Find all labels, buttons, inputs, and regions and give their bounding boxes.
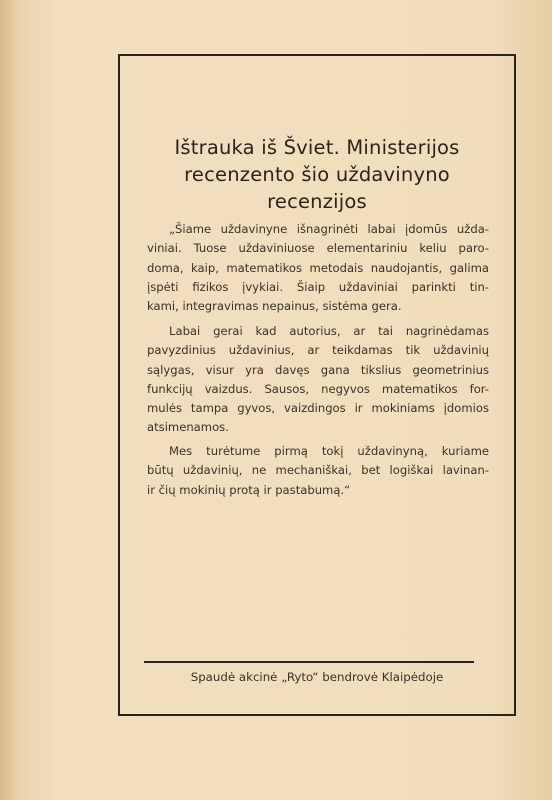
text-line: Labai gerai kad autorius, ar tai nagrinėdamas bbox=[169, 324, 489, 338]
text-line: Mes turėtume pirmą tokį uždavinyną, kuriame bbox=[169, 444, 489, 458]
text-line: sąlygas, visur yra davęs gana tikslius geometrinius bbox=[147, 362, 489, 377]
page-border-frame bbox=[118, 54, 516, 716]
text-line: ir čių mokinių protą ir pastabumą.“ bbox=[147, 482, 351, 497]
page-title bbox=[120, 134, 514, 215]
title-line: recenzento šio uždavinyno bbox=[184, 163, 450, 186]
text-line: įspėti fizikos įvykiai. Šiaip uždaviniai parinkti tin- bbox=[147, 279, 489, 294]
printer-imprint: Spaudė akcinė „Ryto“ bendrovė Klaipėdoje bbox=[190, 670, 444, 684]
title-line: recenzijos bbox=[267, 190, 367, 213]
title-line: Ištrauka iš Šviet. Ministerijos bbox=[174, 136, 460, 159]
text-line: doma, kaip, matematikos metodais naudojantis, galima bbox=[147, 260, 489, 275]
text-line: atsimenamos. bbox=[147, 420, 229, 435]
text-line: funkcijų vaizdus. Sausos, negyvos matematikos for- bbox=[147, 381, 489, 396]
text-line: kami, integravimas nepainus, sistėma gera. bbox=[147, 299, 402, 314]
text-line: viniai. Tuose uždaviniuose elementariniu keliu paro- bbox=[147, 241, 489, 256]
footer-divider bbox=[144, 661, 474, 663]
review-paragraph-2 bbox=[147, 322, 489, 438]
text-line: „Šiame uždavinyne išnagrinėti labai įdomūs užda- bbox=[169, 222, 489, 236]
text-line: mulės tampa gyvos, vaizdingos ir mokiniams įdomios bbox=[147, 401, 489, 416]
text-line: pavyzdinius uždavinius, ar teikdamas tik uždavinių bbox=[147, 343, 489, 358]
review-paragraph-1 bbox=[147, 220, 489, 316]
review-paragraph-3 bbox=[147, 442, 489, 500]
text-line: būtų uždavinių, ne mechaniškai, bet logiškai lavinan- bbox=[147, 463, 489, 478]
